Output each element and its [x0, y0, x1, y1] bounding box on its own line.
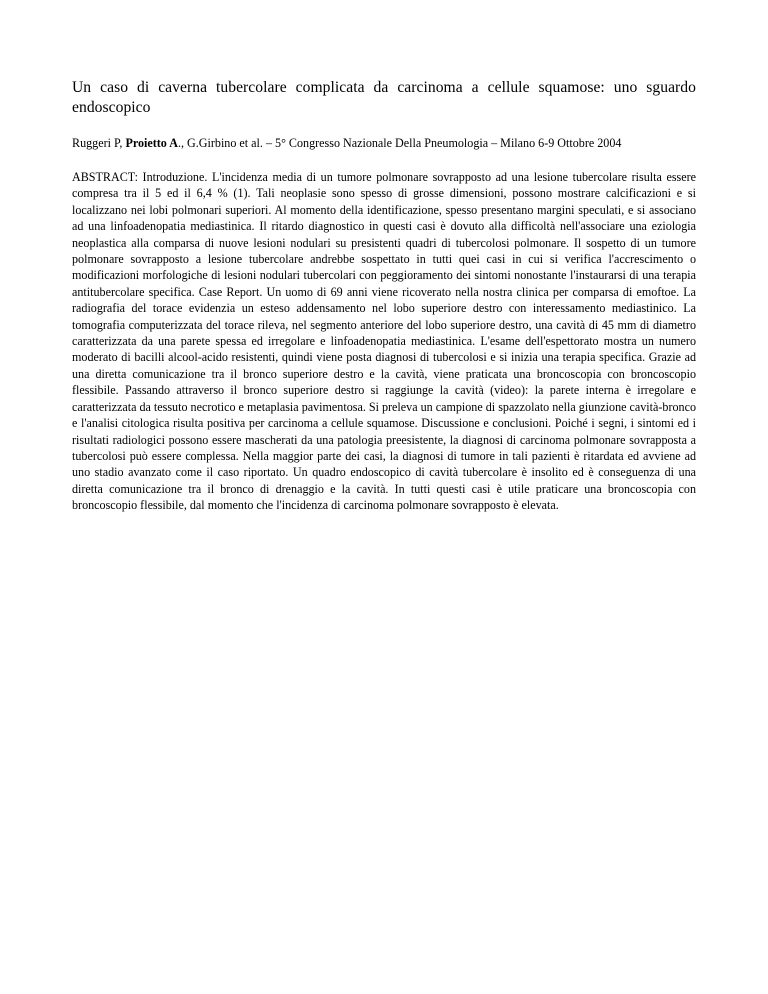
document-title: Un caso di caverna tubercolare complicata da carcinoma a cellule squamose: uno sguardo endoscopico: [72, 79, 696, 116]
author-proietto: Proietto A: [125, 136, 178, 150]
author-ruggeri: Ruggeri P,: [72, 136, 123, 150]
authors-rest: ., G.Girbino et al. – 5° Congresso Nazionale Della Pneumologia – Milano 6-9 Ottobre 2004: [177, 136, 622, 150]
document-page: [72, 78, 696, 514]
abstract-paragraph: ABSTRACT: Introduzione. L'incidenza media di un tumore polmonare sovrapposto ad una lesione tubercolare risulta essere compresa tra il 5 ed il 6,4 % (1). Tali neoplasie sono spesso di grosse dimensioni, possono mostrare calcificazioni e si localizzano nei lobi polmonari superiori. Al momento della identificazione, spesso presentano margini speculati, e si associano ad una linfoadenopatia mediastinica. Il ritardo diagnostico in questi casi è dovuto alla difficoltà nell'associare una eziologia neoplastica alla comparsa di nuove lesioni nodulari su presistenti quadri di tubercolosi polmonare. Il sospetto di un tumore polmonare sovrapposto a lesione tubercolare andrebbe sospettato in tutti quei casi in cui si verifica l'accrescimento o modificazioni morfologiche di lesioni nodulari tubercolari con peggioramento dei sintomi nonostante l'instaurarsi di una terapia antitubercolare specifica. Case Report. Un uomo di 69 anni viene ricoverato nella nostra clinica per comparsa di emoftoe. La radiografia del torace evidenzia un esteso addensamento nel lobo superiore destro con interessamento mediastinico. La tomografia computerizzata del torace rileva, nel segmento anteriore del lobo superiore destro, una cavità di 45 mm di diametro caratterizzata da una parete spessa ed irregolare e linfoadenopatia mediastinica. L'esame dell'espettorato mostra un numero moderato di bacilli alcool-acido resistenti, quindi viene posta diagnosi di tubercolosi e si inizia una terapia specifica. Grazie ad una diretta comunicazione tra il bronco superiore destro e la cavità, viene praticata una broncoscopia con broncoscopio flessibile. Passando attraverso il bronco superiore destro si raggiunge la cavità (video): la parete interna è irregolare e caratterizzata da tessuto necrotico e metaplasia pavimentosa. Si preleva un campione di spazzolato nella giunzione cavità-bronco e l'analisi citologica risulta positiva per carcinoma a cellule squamose. Discussione e conclusioni. Poiché i segni, i sintomi ed i risultati radiologici possono essere mascherati da una patologia preesistente, la diagnosi di carcinoma polmonare sovrapposta a tubercolosi può essere complessa. Nella maggior parte dei casi, la diagnosi di tumore in tali pazienti è ritardata ed avviene ad uno stadio avanzato come il caso riportato. Un quadro endoscopico di cavità tubercolare è insolito ed è conseguenza di una diretta comunicazione tra il bronco di drenaggio e la cavità. In tutti questi casi è utile praticare una broncoscopia con broncoscopio flessibile, dal momento che l'incidenza di carcinoma polmonare sovrapposto è elevata.: [72, 170, 696, 513]
authors-line: [72, 136, 696, 151]
